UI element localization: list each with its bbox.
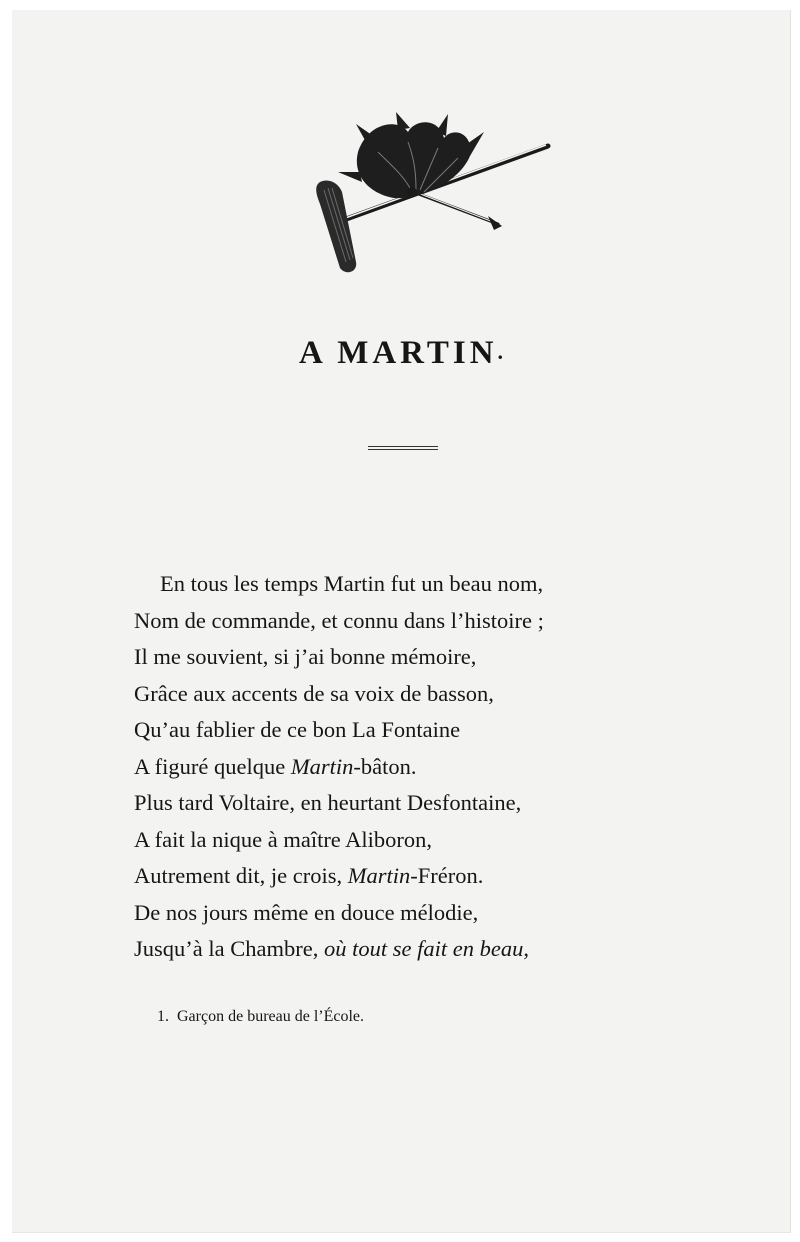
poem-line (134, 931, 754, 968)
poem-line (134, 822, 754, 859)
poem-line-italic-segment: Martin (290, 753, 354, 779)
poem-line-italic-segment: Martin (347, 863, 411, 888)
title-divider (368, 446, 438, 450)
poem-line-segment: -Fréron. (410, 863, 484, 888)
poem-line-segment: De nos jours même en douce mélodie, (134, 899, 479, 925)
poem-line-segment: Autrement dit, je crois, (134, 863, 348, 888)
poem-line-segment: -bâton. (353, 753, 417, 779)
poem-line (134, 639, 754, 676)
poem-line-segment: A figuré quelque (134, 753, 291, 779)
poem-line (134, 858, 754, 895)
footnote-number: 1. (157, 1008, 169, 1025)
poem-line-italic-segment: où tout se fait en beau (323, 936, 524, 961)
poem-line (134, 603, 754, 640)
poem-line-segment: Jusqu’à la Chambre, (134, 936, 324, 961)
poem-line-segment: Il me souvient, si j’ai bonne mémoire, (134, 644, 477, 669)
poem-title (12, 335, 790, 372)
poem-line-segment: , (523, 936, 529, 961)
poem-line (134, 712, 754, 749)
poem-line-segment: En tous les temps Martin fut un beau nom, (160, 571, 544, 596)
footnote-text: Garçon de bureau de l’École. (177, 1008, 365, 1025)
poem-line-segment: Plus tard Voltaire, en heurtant Desfontaine, (134, 790, 522, 815)
poem-line-segment: Grâce aux accents de sa voix de basson, (134, 680, 494, 706)
poem-line (134, 895, 754, 932)
book-page (12, 10, 791, 1233)
footnote (157, 1008, 364, 1026)
poem-line-segment: Qu’au fablier de ce bon La Fontaine (134, 717, 461, 742)
poem-title-text: A MARTIN (298, 335, 498, 371)
poem-line (134, 749, 754, 786)
broom-and-feather-duster-icon (298, 112, 558, 282)
poem-line (134, 566, 754, 603)
poem-line-segment: Nom de commande, et connu dans l’histoire ; (134, 607, 544, 633)
poem-line (134, 785, 754, 822)
poem-line-segment: A fait la nique à maître Aliboron, (134, 826, 433, 852)
poem-line (134, 676, 754, 713)
poem-verses (134, 566, 754, 968)
title-footnote-marker: . (497, 339, 504, 364)
